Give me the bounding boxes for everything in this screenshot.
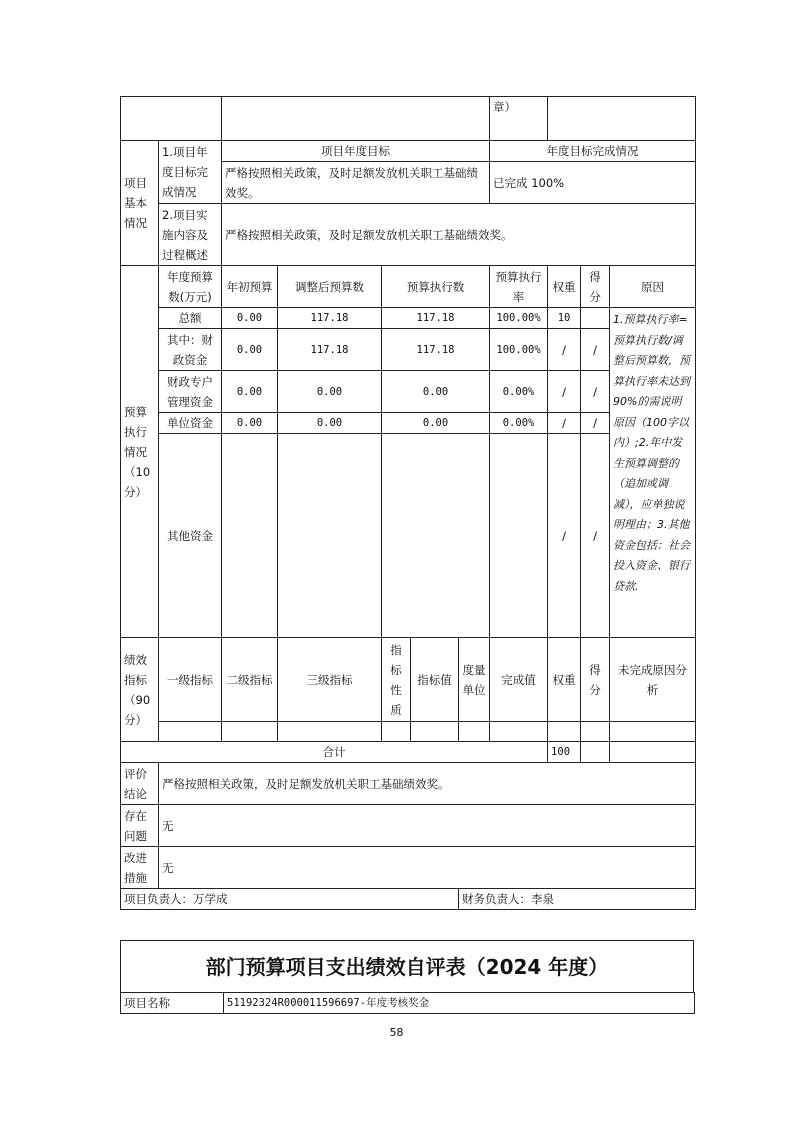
rate-value: 0.00% — [490, 371, 548, 413]
budget-header: 调整后预算数 — [278, 266, 382, 308]
completion-text: 已完成 100% — [490, 162, 696, 204]
adjusted-value: 0.00 — [278, 371, 382, 413]
rate-value: 100.00% — [490, 308, 548, 329]
goal-label: 1.项目年度目标完成情况 — [159, 141, 222, 204]
perf-section-label: 绩效指标（90分） — [121, 638, 159, 742]
adjusted-value: 117.18 — [278, 329, 382, 371]
perf-header: 三级指标 — [278, 638, 382, 722]
blank-cell — [222, 97, 490, 141]
reason-note: 1.预算执行率=预算执行数/调整后预算数，预算执行率未达到90%的需说明原因（100字以内）;2.年中发生预算调整的（追加或调减），应单独说明理由；3.其他资金包括：社会投入资金、银行贷款. — [610, 308, 696, 638]
impl-label: 2.项目实施内容及过程概述 — [159, 204, 222, 266]
total-label: 合计 — [121, 742, 548, 763]
initial-value — [222, 434, 278, 638]
perf-header: 未完成原因分析 — [610, 638, 696, 722]
row-label: 财政专户管理资金 — [159, 371, 222, 413]
rate-value — [490, 434, 548, 638]
row-label: 单位资金 — [159, 413, 222, 434]
row-label: 其他资金 — [159, 434, 222, 638]
adjusted-value: 0.00 — [278, 413, 382, 434]
row-label: 总额 — [159, 308, 222, 329]
weight-value: 10 — [548, 308, 581, 329]
goal-text: 严格按照相关政策，及时足额发放机关职工基础绩效奖。 — [222, 162, 490, 204]
initial-value: 0.00 — [222, 371, 278, 413]
total-weight: 100 — [548, 742, 581, 763]
budget-header: 得分 — [581, 266, 610, 308]
perf-header: 度量单位 — [459, 638, 490, 722]
rate-value: 100.00% — [490, 329, 548, 371]
form-title: 部门预算项目支出绩效自评表（2024 年度） — [120, 940, 694, 992]
impl-text: 严格按照相关政策，及时足额发放机关职工基础绩效奖。 — [222, 204, 696, 266]
problems-text: 无 — [159, 805, 696, 847]
score-value: / — [581, 329, 610, 371]
score-value: / — [581, 434, 610, 638]
budget-row — [121, 413, 696, 434]
weight-value: / — [548, 434, 581, 638]
finance-lead: 财务负责人：李泉 — [459, 889, 696, 910]
budget-section-label: 预算执行情况（10分） — [121, 266, 159, 638]
perf-header: 指标性质 — [382, 638, 411, 722]
adjusted-value: 117.18 — [278, 308, 382, 329]
conclusion-label: 评价结论 — [121, 763, 159, 805]
conclusion-text: 严格按照相关政策，及时足额发放机关职工基础绩效奖。 — [159, 763, 696, 805]
score-value: / — [581, 371, 610, 413]
perf-header: 得分 — [581, 638, 610, 722]
basic-section-label: 项目基本情况 — [121, 141, 159, 266]
budget-header: 预算执行率 — [490, 266, 548, 308]
seal-text: 章） — [490, 97, 548, 141]
budget-header: 权重 — [548, 266, 581, 308]
budget-header: 预算执行数 — [382, 266, 490, 308]
budget-header: 年度预算数(万元) — [159, 266, 222, 308]
evaluation-table — [120, 96, 696, 910]
goal-header: 项目年度目标 — [222, 141, 490, 162]
project-name-table — [120, 992, 695, 1014]
perf-header: 权重 — [548, 638, 581, 722]
rate-value: 0.00% — [490, 413, 548, 434]
budget-header: 原因 — [610, 266, 696, 308]
page-number: 58 — [389, 1026, 404, 1039]
perf-header: 一级指标 — [159, 638, 222, 722]
problems-label: 存在问题 — [121, 805, 159, 847]
budget-row — [121, 329, 696, 371]
row-label: 其中：财政资金 — [159, 329, 222, 371]
weight-value: / — [548, 371, 581, 413]
initial-value: 0.00 — [222, 413, 278, 434]
perf-header: 完成值 — [490, 638, 548, 722]
project-name-label: 项目名称 — [121, 993, 224, 1014]
budget-header: 年初预算 — [222, 266, 278, 308]
executed-value: 0.00 — [382, 413, 490, 434]
budget-row — [121, 308, 696, 329]
initial-value: 0.00 — [222, 329, 278, 371]
project-name-value: 51192324R000011596697-年度考核奖金 — [224, 993, 695, 1014]
weight-value: / — [548, 413, 581, 434]
executed-value — [382, 434, 490, 638]
score-value — [581, 308, 610, 329]
initial-value: 0.00 — [222, 308, 278, 329]
completion-header: 年度目标完成情况 — [490, 141, 696, 162]
blank-cell — [121, 97, 222, 141]
perf-header: 指标值 — [411, 638, 459, 722]
perf-empty-row — [121, 722, 696, 742]
executed-value: 117.18 — [382, 329, 490, 371]
budget-row — [121, 371, 696, 413]
score-value: / — [581, 413, 610, 434]
executed-value: 0.00 — [382, 371, 490, 413]
budget-row — [121, 434, 696, 638]
measures-text: 无 — [159, 847, 696, 889]
executed-value: 117.18 — [382, 308, 490, 329]
blank-cell — [548, 97, 696, 141]
perf-header: 二级指标 — [222, 638, 278, 722]
measures-label: 改进措施 — [121, 847, 159, 889]
project-lead: 项目负责人：万学成 — [121, 889, 459, 910]
weight-value: / — [548, 329, 581, 371]
adjusted-value — [278, 434, 382, 638]
